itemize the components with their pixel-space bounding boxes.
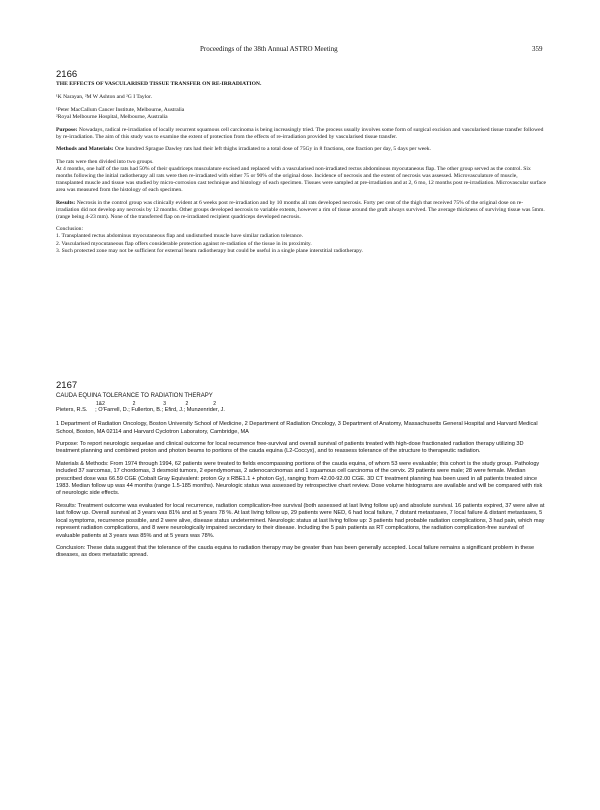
section-text: Treatment outcome was evaluated for local recurrence, radiation complication-free survival (both assessed at last living follow up) and absolute survival. 16 patients expired, 37 were alive at last follow up. Overall survival at 3 years was 81% and at 5 years 78 %. At last living follow up, 29 patients were NED, 6 had local failure, 7 distant metastases, 7 local failure & distant metastases, 5 local symptoms, recurrence possible, and 2 were alive, disease status undetermined. Neurologic status at last living follow up: 3 patients had probable radiation complications, 3 had pain, which may represent radiation complications, and 8 were neurologically impaired secondary to their disease. Including the 5 pain patients as RT complications, the radiation complication-free survival of evaluable patients at 3 years was 85% and at 5 years was 78%.	[56, 502, 545, 539]
section-label: Results:	[56, 199, 76, 206]
methods-section	[56, 146, 546, 153]
conclusion-item: 1. Transplanted rectus abdominus myocutaneous flap and undisturbed muscle have similar radiation tolerance.	[56, 233, 303, 240]
section-label: Results:	[56, 502, 77, 509]
section-label: Purpose:	[56, 441, 79, 448]
abstract-number: 2167	[56, 380, 78, 391]
methods-groups-line: The rats were then divided into two groups.	[56, 158, 154, 165]
methods-section	[56, 461, 546, 498]
section-text: One hundred Sprague Dawley rats had their left thighs irradiated to a total dose of 75Gy in 8 fractions, one fraction per day, 5 days per week.	[114, 146, 431, 153]
conclusion-section	[56, 545, 546, 560]
section-text: These data suggest that the tolerance of the cauda equina to radiation therapy may be greater than has been generally accepted. Local failure remains a significant problem in these diseases, as does metastatic spread.	[56, 544, 535, 559]
section-label: Methods and Materials:	[56, 146, 114, 153]
section-text: Nowadays, radical re-irradiation of locally recurrent squamous cell carcinoma is being increasingly tried. The process usually involves some form of surgical excision and vascularised tissue transfer followed by re-irradiation. The aim of this study was to examine the extent of protection from the effects of re-irradiation provided by vascularised tissue transfer.	[56, 127, 544, 141]
conclusion-list	[56, 233, 546, 255]
section-label: Conclusion:	[56, 544, 86, 551]
abstract-title: CAUDA EQUINA TOLERANCE TO RADIATION THERAPY	[56, 393, 213, 400]
page-number: 359	[532, 45, 543, 53]
section-text: Necrosis in the control group was clinically evident at 6 weeks post re-irradiation and by 10 months all rats developed necrosis. Forty per cent of the thigh that received 75% of the original dose on re-irradiation did not develop any necrosis by 12 months. Other groups developed necrosis to variable extents, however a rim of tissue around the graft always survived. The average thickness of surviving tissue was 5mm. (range being 4-23 mm). None of the transferred flap on re-irradiated recipient quadriceps developed necrosis.	[56, 199, 545, 221]
methods-procedure: At 4 months, one half of the rats had 50% of their quadriceps musculature excised and replaced with a vascularised non-irradiated rectus abdominous myocutaneous flap. The other group served as the control. Six months following the initial radiotherapy all rats were then re-irradiated with either 75 or 90% of the original dose. Incidence of necrosis and the extent of necrosis was assessed. Microvasculature of muscle, transplanted muscle and tissue was studied by micro-corrosion cast technique and histology of each specimen. Tissues were sampled at pre-irradiation and at 2, 6 mo, 12 months post re-irradiation. Microvascular surface area was measured from the histology of each specimen.	[56, 165, 546, 194]
section-text: From 1974 through 1994, 62 patients were treated to fields encompassing portions of the cauda equina, of whom 53 were evaluable; this cohort is the study group. Pathology included 37 sarcomas, 17 chordomas, 3 desmoid tumors, 2 ependymomas, 2 adenocarcinomas and 1 squamous cell carcinoma of the cervix. 29 patients were male; 28 were female. Median prescribed dose was 66.59 CGE (Cobalt Gray Equivalent: proton Gy x RBE1.1 + photon Gy), ranging from 42.00-92.00 CGE. 3D CT treatment planning has been used in all patients treated since 1983. Median follow up was 44 months (range 1.5-185 months). Neurologic status was assessed by retrospective chart review. Dose volume histograms are available and will be compared with risk of neurologic side effects.	[56, 460, 543, 497]
affiliation: ¹Peter MacCallum Cancer Institute, Melbourne, Australia	[56, 106, 185, 113]
purpose-section	[56, 127, 546, 141]
abstract-2166	[56, 71, 546, 255]
conclusion-item: 3. Such protected zone may not be sufficient for external beam radiotherapy but could be useful in a single plane interstitial radiotherapy.	[56, 247, 363, 254]
section-label: Materials & Methods:	[56, 460, 109, 467]
affiliations	[56, 107, 546, 121]
abstract-title: THE EFFECTS OF VASCULARISED TISSUE TRANSFER ON RE-IRRADIATION.	[56, 81, 262, 88]
purpose-section	[56, 441, 546, 456]
conclusion-label: Conclusion:	[56, 226, 84, 233]
abstract-2167	[56, 382, 546, 565]
running-header: Proceedings of the 38th Annual ASTRO Meeting	[200, 45, 338, 53]
affiliation: ²Royal Melbourne Hospital, Melbourne, Australia	[56, 113, 168, 120]
author-list: Pieters, R.S. ; O'Farrell, D.; Fullerton, B.; Efird, J.; Munzenrider, J.	[56, 406, 225, 413]
conclusion-item: 2. Vascularised myocutaneous flap offers considerable protection against re-radiation of the tissue in its proximity.	[56, 240, 312, 247]
results-section	[56, 503, 546, 540]
results-section	[56, 200, 546, 222]
affiliations: 1 Department of Radiation Oncology, Boston University School of Medicine, 2 Department of Radiation Oncology, 3 Department of Anatomy, Massachusetts General Hospital and Harvard Medical School, Boston, MA 02114 and Harvard Cyclotron Laboratory, Cambridge, MA	[56, 421, 538, 435]
abstract-number: 2166	[56, 69, 78, 80]
section-label: Purpose:	[56, 127, 78, 134]
author-superscripts: 1&2 2 3 2 2	[96, 400, 217, 407]
section-text: To report neurologic sequelae and clinical outcome for local recurrence free-survival and overall survival of patients treated with high-dose fractionated radiation therapy utilizing 3D treatment planning and combined proton and photon beams to portions of the cauda equina (L2-Coccyx), and to reassess tolerance of the structure to therapeutic radiation.	[56, 441, 524, 455]
author-list: ¹K Narayan, ²M W Ashton and ²G I Taylor.	[56, 94, 152, 101]
